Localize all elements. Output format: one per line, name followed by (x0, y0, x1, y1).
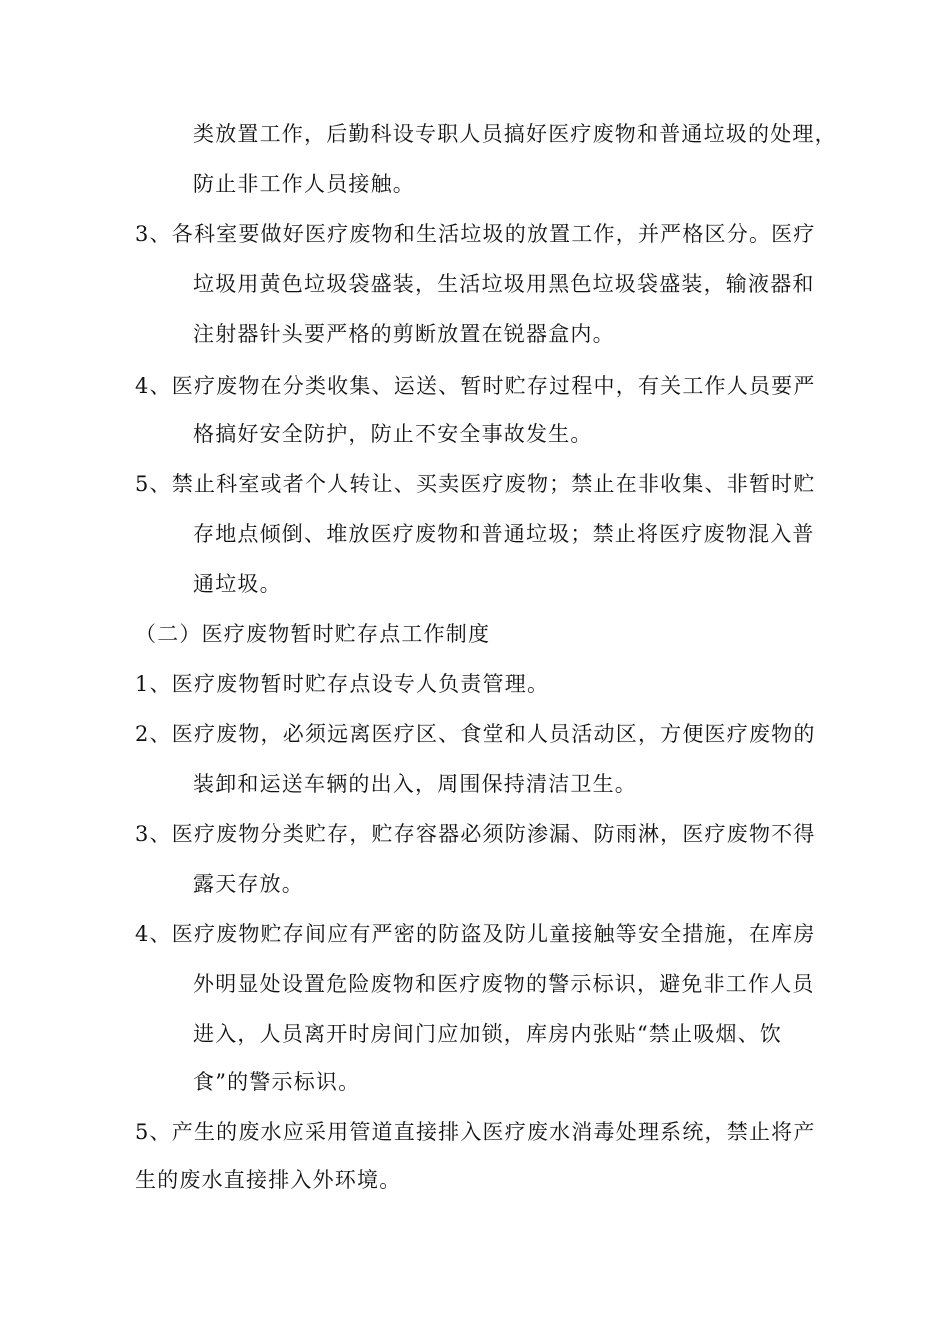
text-line: 5、产生的废水应采用管道直接排入医疗废水消毒处理系统，禁止将产 (135, 1120, 816, 1144)
text-line: 注射器针头要严格的剪断放置在锐器盒内。 (193, 322, 615, 346)
text-line: 外明显处设置危险废物和医疗废物的警示标识，避免非工作人员 (193, 972, 815, 996)
text-line: 通垃圾。 (193, 572, 282, 596)
text-line: 1、医疗废物暂时贮存点设专人负责管理。 (135, 672, 550, 696)
text-line: 进入，人员离开时房间门应加锁，库房内张贴“禁止吸烟、饮 (193, 1022, 783, 1046)
text-line: 生的废水直接排入外环境。 (135, 1168, 402, 1192)
text-line: 格搞好安全防护，防止不安全事故发生。 (193, 422, 593, 446)
text-line: 装卸和运送车辆的出入，周围保持清洁卫生。 (193, 772, 637, 796)
text-line: 2、医疗废物，必须远离医疗区、食堂和人员活动区，方便医疗废物的 (135, 722, 816, 746)
text-line: 3、医疗废物分类贮存，贮存容器必须防渗漏、防雨淋，医疗废物不得 (135, 822, 816, 846)
text-line: 存地点倾倒、堆放医疗废物和普通垃圾；禁止将医疗废物混入普 (193, 522, 815, 546)
text-line: 5、禁止科室或者个人转让、买卖医疗废物；禁止在非收集、非暂时贮 (135, 472, 816, 496)
text-line: 露天存放。 (193, 872, 304, 896)
text-line: 食”的警示标识。 (193, 1070, 361, 1094)
text-line: 4、医疗废物在分类收集、运送、暂时贮存过程中，有关工作人员要严 (135, 374, 816, 398)
text-line: 类放置工作，后勤科设专职人员搞好医疗废物和普通垃圾的处理， (193, 122, 837, 146)
text-line: 3、各科室要做好医疗废物和生活垃圾的放置工作，并严格区分。医疗 (135, 222, 816, 246)
text-line: 4、医疗废物贮存间应有严密的防盗及防儿童接触等安全措施，在库房 (135, 922, 816, 946)
section-heading: （二）医疗废物暂时贮存点工作制度 (135, 622, 491, 646)
text-line: 垃圾用黄色垃圾袋盛装，生活垃圾用黑色垃圾袋盛装，输液器和 (193, 272, 815, 296)
text-line: 防止非工作人员接触。 (193, 172, 415, 196)
